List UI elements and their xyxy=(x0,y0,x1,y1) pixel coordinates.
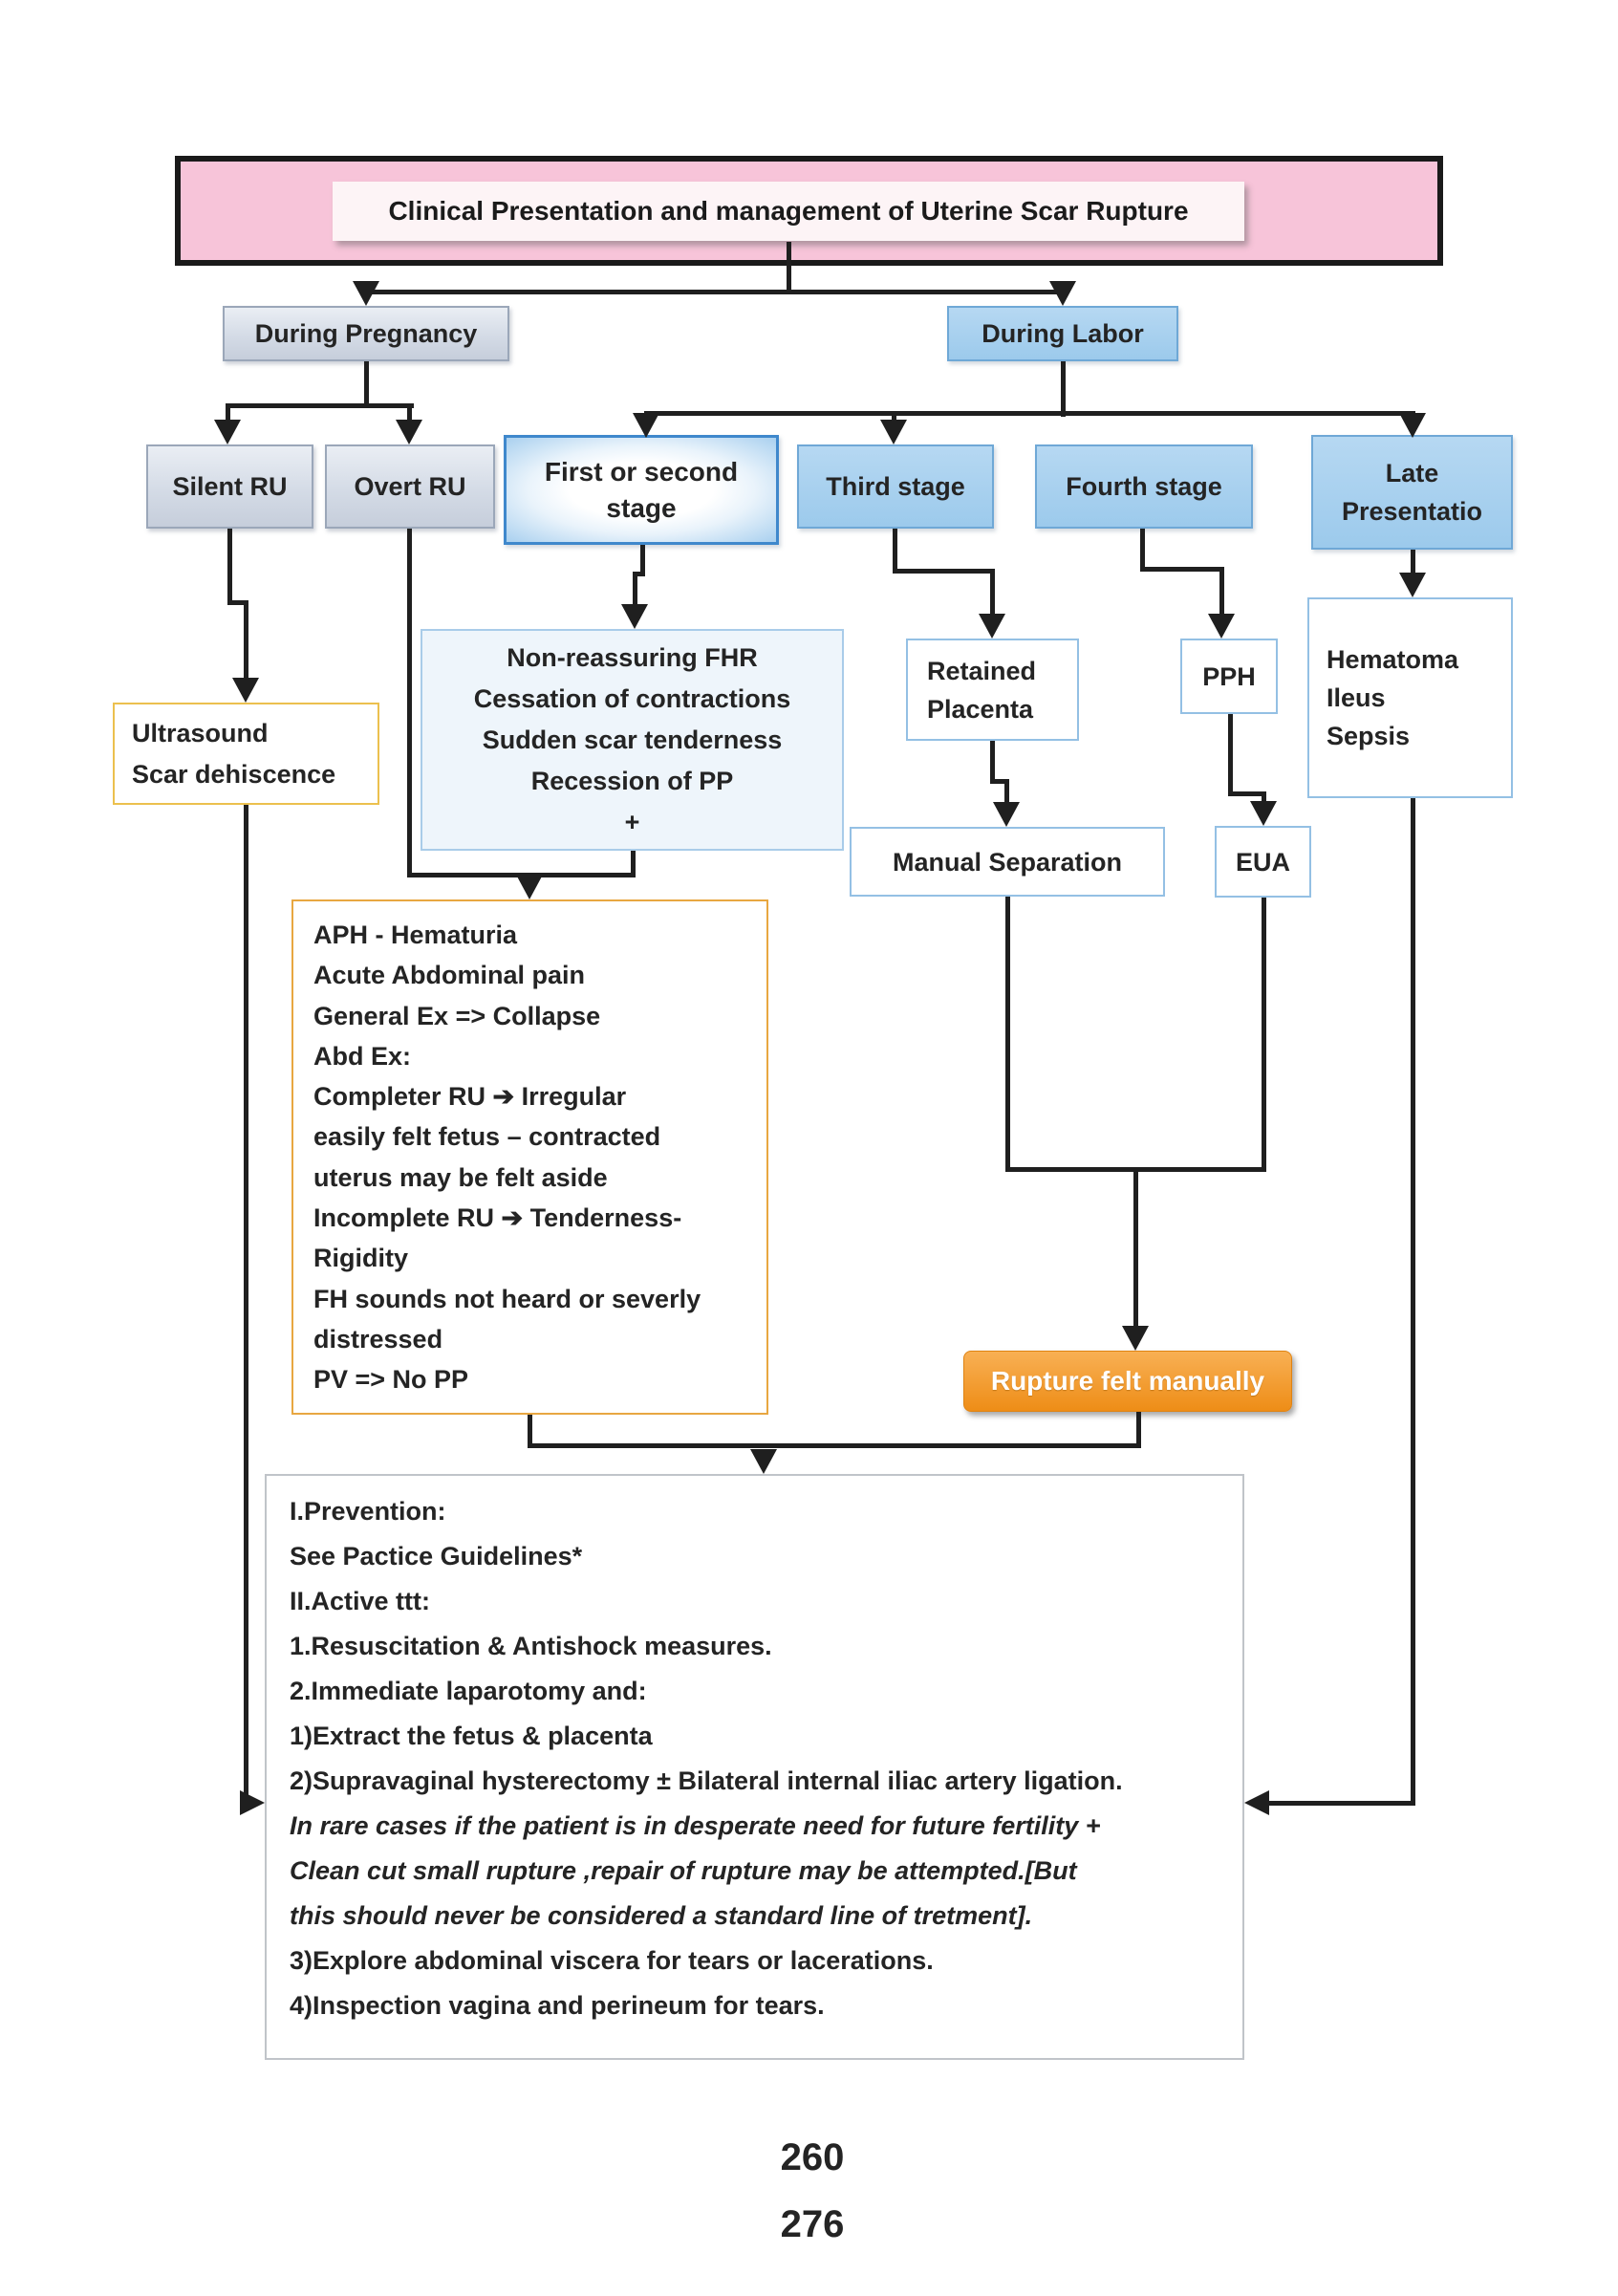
node-label: Placenta xyxy=(927,694,1034,724)
node-line: Recession of PP xyxy=(530,766,734,795)
node-label: EUA xyxy=(1235,847,1290,877)
aph-line: Rigidity xyxy=(313,1244,408,1273)
node-label: Late xyxy=(1385,459,1439,487)
node-non-reassuring-signs xyxy=(421,629,844,851)
node-first-second-stage xyxy=(504,435,779,545)
treatment-line: I.Prevention: xyxy=(290,1497,446,1526)
connector-pregnancy-split xyxy=(226,403,414,408)
page-number-secondary xyxy=(726,2203,898,2246)
arrow-into-aph-box xyxy=(516,875,543,899)
node-label: Manual Separation xyxy=(892,847,1123,877)
treatment-line: 1)Extract the fetus & placenta xyxy=(290,1722,653,1750)
connector-fourth-h xyxy=(1140,567,1224,572)
arrow-into-first-second-stage xyxy=(633,413,659,438)
node-label: First or second xyxy=(544,456,739,487)
aph-line: PV => No PP xyxy=(313,1365,469,1395)
node-label: Ileus xyxy=(1327,683,1386,712)
node-management-plan xyxy=(265,1474,1244,2060)
page-title-text: Clinical Presentation and management of Uterine Scar Rupture xyxy=(388,196,1189,226)
connector-pph-jog xyxy=(1228,791,1266,796)
plus-sign: + xyxy=(624,807,640,836)
node-manual-separation xyxy=(850,827,1165,897)
connector-bottom-merge xyxy=(528,1443,1141,1448)
node-third-stage xyxy=(797,444,994,529)
node-label: Third stage xyxy=(826,471,965,501)
node-label: Retained xyxy=(927,656,1037,685)
arrow-into-treatment-left xyxy=(240,1790,265,1815)
connector-third-v1 xyxy=(893,529,897,574)
connector-ultrasound-long xyxy=(244,805,248,1805)
aph-line: uterus may be felt aside xyxy=(313,1162,608,1192)
treatment-line: 4)Inspection vagina and perineum for tears. xyxy=(290,1991,825,2020)
connector-silent-v1 xyxy=(227,529,232,604)
aph-line: Acute Abdominal pain xyxy=(313,961,586,990)
connector-hematoma-h xyxy=(1265,1801,1415,1806)
arrow-into-late-presentation xyxy=(1399,413,1426,438)
arrow-into-treatment-right xyxy=(1244,1790,1269,1815)
arrow-into-rupture-felt-manually xyxy=(1122,1326,1149,1351)
node-aph-clinical-picture xyxy=(291,899,768,1415)
node-ultrasound-dehiscence xyxy=(113,703,379,805)
node-label: During Labor xyxy=(982,318,1144,348)
node-line: Non-reassuring FHR xyxy=(507,642,758,672)
arrow-into-overt-ru xyxy=(396,420,422,444)
node-eua xyxy=(1215,826,1311,898)
treatment-line: 2.Immediate laparotomy and: xyxy=(290,1677,647,1705)
arrow-into-third-stage xyxy=(880,420,907,444)
aph-line: FH sounds not heard or severly xyxy=(313,1284,701,1313)
node-label: Hematoma xyxy=(1327,645,1459,674)
aph-line: APH - Hematuria xyxy=(313,921,518,949)
connector-pph-v1 xyxy=(1228,714,1233,796)
page-number-text: 276 xyxy=(780,2203,845,2245)
connector-overt-long xyxy=(407,529,412,877)
connector-silent-v2 xyxy=(244,602,248,681)
connector-title-stem xyxy=(787,242,791,293)
connector-retained-v1 xyxy=(990,741,995,784)
node-pph xyxy=(1180,639,1278,714)
arrow-into-silent-ru xyxy=(214,420,241,444)
treatment-line: 1.Resuscitation & Antishock measures. xyxy=(290,1632,772,1660)
connector-fourth-v2 xyxy=(1219,567,1224,617)
treatment-line: this should never be considered a standard line of tretment]. xyxy=(290,1901,1033,1930)
aph-line: distressed xyxy=(313,1324,443,1354)
arrow-into-non-reassuring xyxy=(621,604,648,629)
connector-pregnancy-stem xyxy=(364,361,369,408)
node-retained-placenta xyxy=(906,639,1079,741)
connector-fourth-v1 xyxy=(1140,529,1145,572)
node-label: Fourth stage xyxy=(1066,471,1222,501)
node-label: Scar dehiscence xyxy=(132,759,336,789)
node-silent-ru xyxy=(146,444,313,529)
node-hematoma-ileus-sepsis xyxy=(1307,597,1513,798)
aph-line: Abd Ex: xyxy=(313,1041,412,1071)
treatment-line: II.Active ttt: xyxy=(290,1587,431,1615)
treatment-line: In rare cases if the patient is in desperate need for future fertility + xyxy=(290,1811,1101,1840)
node-label: Ultrasound xyxy=(132,718,269,747)
arrow-into-ultrasound xyxy=(232,678,259,703)
connector-labor-stem xyxy=(1061,361,1066,417)
aph-line: easily felt fetus – contracted xyxy=(313,1122,661,1152)
node-overt-ru xyxy=(325,444,495,529)
arrow-into-treatment-top xyxy=(750,1449,777,1474)
treatment-line: Clean cut small rupture ,repair of rupture may be attempted.[But xyxy=(290,1856,1077,1885)
connector-merge-stem xyxy=(1133,1169,1138,1331)
arrow-into-eua xyxy=(1250,801,1277,826)
page-number-primary xyxy=(726,2136,898,2179)
treatment-line: 2)Supravaginal hysterectomy ± Bilateral internal iliac artery ligation. xyxy=(290,1766,1123,1795)
arrow-into-retained-placenta xyxy=(979,614,1005,639)
node-label: PPH xyxy=(1202,661,1256,691)
connector-manual-long xyxy=(1005,897,1010,1172)
node-line: Sudden scar tenderness xyxy=(482,725,783,754)
connector-third-h xyxy=(893,569,995,574)
arrow-into-during-pregnancy xyxy=(353,281,379,306)
node-during-labor xyxy=(947,306,1178,361)
connector-title-split xyxy=(364,290,1066,294)
node-label: Presentatio xyxy=(1341,497,1483,526)
connector-third-v2 xyxy=(990,569,995,617)
node-label: Overt RU xyxy=(354,471,466,501)
arrow-into-pph xyxy=(1208,614,1235,639)
arrow-into-manual-separation xyxy=(993,802,1020,827)
node-label: Rupture felt manually xyxy=(990,1366,1265,1396)
connector-eua-long xyxy=(1262,898,1266,1172)
aph-line: Completer RU ➔ Irregular xyxy=(313,1082,627,1112)
arrow-into-during-labor xyxy=(1049,281,1076,306)
node-label: Sepsis xyxy=(1327,722,1411,750)
aph-line: General Ex => Collapse xyxy=(313,1001,601,1030)
page-number-text: 260 xyxy=(780,2136,845,2178)
node-rupture-felt-manually xyxy=(963,1351,1292,1412)
connector-hematoma-long xyxy=(1411,798,1415,1806)
connector-labor-split xyxy=(644,411,1415,416)
node-fourth-stage xyxy=(1035,444,1253,529)
node-label: stage xyxy=(606,492,677,523)
node-late-presentation xyxy=(1311,435,1513,550)
arrow-into-hematoma xyxy=(1399,573,1426,597)
node-label: During Pregnancy xyxy=(254,318,478,348)
node-label: Silent RU xyxy=(172,471,288,501)
treatment-line: See Pactice Guidelines* xyxy=(290,1542,583,1570)
aph-line: Incomplete RU ➔ Tenderness- xyxy=(313,1203,682,1233)
page-title xyxy=(333,182,1244,241)
node-during-pregnancy xyxy=(223,306,509,361)
connector-fs-v2 xyxy=(633,574,637,608)
node-line: Cessation of contractions xyxy=(473,683,791,713)
treatment-line: 3)Explore abdominal viscera for tears or lacerations. xyxy=(290,1946,934,1975)
